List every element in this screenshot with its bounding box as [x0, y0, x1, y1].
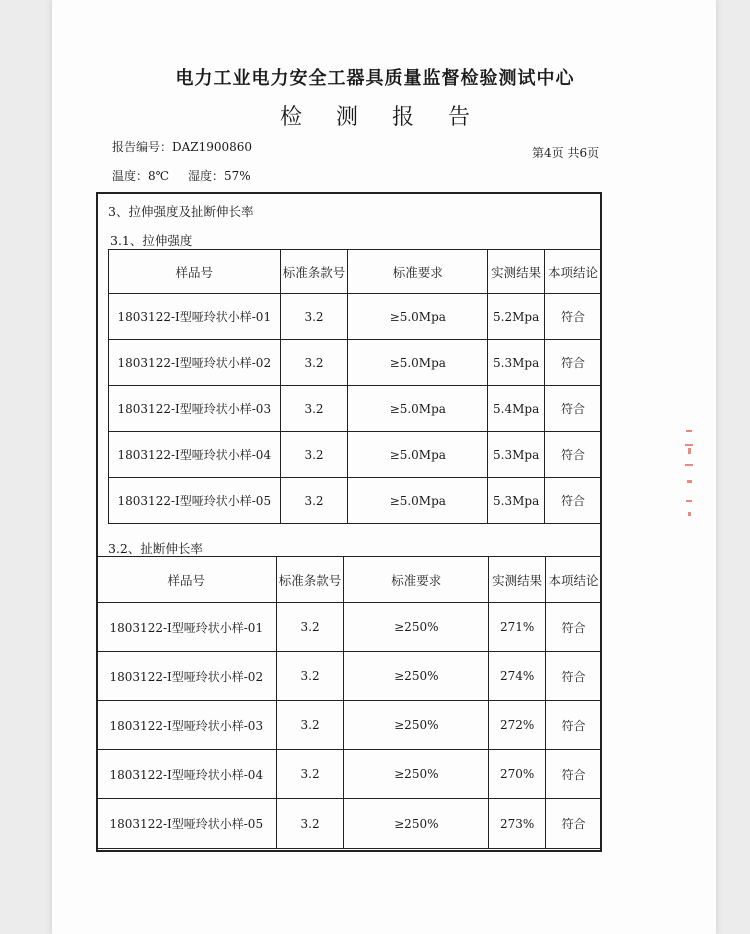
- tensile-section-title: 3.1、拉伸强度: [110, 233, 193, 248]
- sample-id-cell: 1803122-I型哑玲状小样-02: [97, 652, 277, 701]
- column-header: 本项结论: [546, 557, 602, 603]
- table-header-row: [109, 250, 602, 294]
- result-cell: 271%: [489, 603, 546, 652]
- table-row: [97, 701, 602, 750]
- requirement-cell: ≥5.0Mpa: [348, 432, 488, 478]
- clause-cell: 3.2: [280, 478, 348, 524]
- elongation-section-title: 3.2、扯断伸长率: [108, 541, 203, 556]
- sample-id-cell: 1803122-I型哑玲状小样-03: [109, 386, 281, 432]
- table-row: [109, 478, 602, 524]
- column-header: 标准要求: [344, 557, 489, 603]
- column-header: 样品号: [97, 557, 277, 603]
- requirement-cell: ≥5.0Mpa: [348, 386, 488, 432]
- conclusion-cell: 符合: [546, 701, 602, 750]
- section-title: 3、拉伸强度及扯断伸长率: [108, 204, 254, 219]
- table-header-row: [97, 557, 602, 603]
- result-cell: 5.3Mpa: [488, 478, 545, 524]
- result-cell: 5.2Mpa: [488, 294, 545, 340]
- requirement-cell: ≥250%: [344, 603, 489, 652]
- clause-cell: 3.2: [276, 799, 344, 849]
- report-number: 报告编号：DAZ1900860: [112, 140, 253, 154]
- tensile-table: [108, 249, 602, 524]
- clause-cell: 3.2: [280, 432, 348, 478]
- clause-cell: 3.2: [276, 652, 344, 701]
- result-cell: 270%: [489, 750, 546, 799]
- temperature: 温度：8℃: [112, 169, 170, 183]
- result-cell: 5.3Mpa: [488, 432, 545, 478]
- table-row: [109, 294, 602, 340]
- column-header: 标准条款号: [280, 250, 348, 294]
- requirement-cell: ≥5.0Mpa: [348, 340, 488, 386]
- column-header: 样品号: [109, 250, 281, 294]
- clause-cell: 3.2: [276, 750, 344, 799]
- seal-marks: [682, 428, 696, 518]
- page-info: 第4页 共6页: [532, 146, 600, 160]
- org-title: 电力工业电力安全工器具质量监督检验测试中心: [175, 68, 575, 89]
- conclusion-cell: 符合: [545, 478, 602, 524]
- sample-id-cell: 1803122-I型哑玲状小样-04: [109, 432, 281, 478]
- sample-id-cell: 1803122-I型哑玲状小样-01: [97, 603, 277, 652]
- table-row: [97, 603, 602, 652]
- result-cell: 5.4Mpa: [488, 386, 545, 432]
- conclusion-cell: 符合: [545, 386, 602, 432]
- elongation-table: [96, 556, 602, 849]
- column-header: 实测结果: [489, 557, 546, 603]
- sample-id-cell: 1803122-I型哑玲状小样-04: [97, 750, 277, 799]
- table-row: [109, 386, 602, 432]
- clause-cell: 3.2: [280, 386, 348, 432]
- sample-id-cell: 1803122-I型哑玲状小样-05: [97, 799, 277, 849]
- conclusion-cell: 符合: [545, 294, 602, 340]
- red-seal-watermark: [682, 428, 696, 518]
- conclusion-cell: 符合: [546, 750, 602, 799]
- clause-cell: 3.2: [276, 603, 344, 652]
- requirement-cell: ≥5.0Mpa: [348, 294, 488, 340]
- sample-id-cell: 1803122-I型哑玲状小样-02: [109, 340, 281, 386]
- sample-id-cell: 1803122-I型哑玲状小样-01: [109, 294, 281, 340]
- column-header: 本项结论: [545, 250, 602, 294]
- column-header: 标准要求: [348, 250, 488, 294]
- table-row: [97, 799, 602, 849]
- conclusion-cell: 符合: [545, 432, 602, 478]
- requirement-cell: ≥250%: [344, 750, 489, 799]
- column-header: 实测结果: [488, 250, 545, 294]
- result-cell: 5.3Mpa: [488, 340, 545, 386]
- result-cell: 274%: [489, 652, 546, 701]
- clause-cell: 3.2: [280, 340, 348, 386]
- conclusion-cell: 符合: [546, 603, 602, 652]
- sample-id-cell: 1803122-I型哑玲状小样-03: [97, 701, 277, 750]
- requirement-cell: ≥250%: [344, 652, 489, 701]
- conclusion-cell: 符合: [546, 652, 602, 701]
- requirement-cell: ≥250%: [344, 701, 489, 750]
- sample-id-cell: 1803122-I型哑玲状小样-05: [109, 478, 281, 524]
- table-row: [97, 750, 602, 799]
- result-cell: 273%: [489, 799, 546, 849]
- requirement-cell: ≥250%: [344, 799, 489, 849]
- conclusion-cell: 符合: [545, 340, 602, 386]
- humidity: 湿度：57%: [188, 169, 251, 183]
- clause-cell: 3.2: [280, 294, 348, 340]
- conclusion-cell: 符合: [546, 799, 602, 849]
- requirement-cell: ≥5.0Mpa: [348, 478, 488, 524]
- report-title: 检测报告: [279, 105, 504, 130]
- table-row: [109, 432, 602, 478]
- table-row: [109, 340, 602, 386]
- table-row: [97, 652, 602, 701]
- column-header: 标准条款号: [276, 557, 344, 603]
- result-cell: 272%: [489, 701, 546, 750]
- clause-cell: 3.2: [276, 701, 344, 750]
